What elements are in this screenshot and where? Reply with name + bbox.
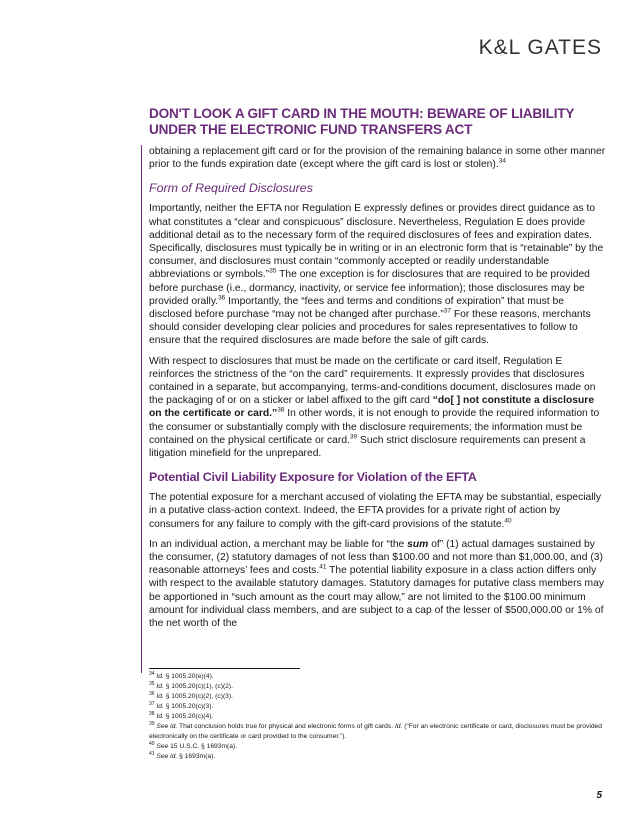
emphasis-word: sum [407, 538, 429, 550]
footnote-ref[interactable]: 36 [218, 294, 226, 302]
paragraph-text: Importantly, the “fees and terms and conditions of expiration” that must be disclosed before purchase “may not be changed after purchase.” [149, 295, 564, 321]
footnote-number: 36 [149, 690, 155, 697]
footnote-37 [149, 702, 607, 712]
footnote-signal: Id. [156, 673, 164, 680]
footnote-40 [149, 742, 607, 752]
paragraph-text: Such strict disclosure requirements can present a litigation minefield for the unprepared. [149, 434, 586, 460]
paragraph [149, 491, 607, 531]
footnote-number: 41 [149, 750, 155, 757]
paragraph [149, 538, 607, 630]
footnote-ref[interactable]: 38 [277, 407, 285, 415]
footnote-38 [149, 712, 607, 722]
left-accent-rule [141, 145, 142, 673]
footnote-text: 15 U.S.C. § 1693m(a). [168, 743, 238, 750]
footnote-text: § 1005.20(e)(4). [163, 673, 214, 680]
footnote-ref[interactable]: 34 [498, 157, 506, 165]
page-title: DON'T LOOK A GIFT CARD IN THE MOUTH: BEWARE OF LIABILITY UNDER THE ELECTRONIC FUND TRANSFERS ACT [149, 106, 574, 137]
footnote-number: 37 [149, 700, 155, 707]
intro-text: obtaining a replacement gift card or for the provision of the remaining balance in some other manner prior to the funds expiration date (except where the gift card is lost or stolen). [149, 146, 606, 171]
paragraph-text: The one exception is for disclosures that are required to be provided before purchase (i.e., dormancy, inactivity, or service fee information); those disclosures may be provided orally. [149, 269, 590, 307]
paragraph [149, 355, 607, 461]
footnote-signal: Id. [156, 713, 164, 720]
footnote-divider [149, 668, 300, 669]
paragraph-text: The potential exposure for a merchant accused of violating the EFTA may be substantial, especially in a putative class-action context. Indeed, the EFTA provides for a private right of action by consumers for any failure to comply with the gift-card provisions of the statute. [149, 492, 601, 530]
footnote-41 [149, 752, 607, 762]
paragraph-text: Importantly, neither the EFTA nor Regulation E expressly defines or provides direct guidance as to what constitutes a “clear and conspicuous” disclosure. Nevertheless, Regulation E does provide additional detail as to the necessary form of the required disclosures of fees and expiration dates. Specifically, disclosures must typically be in writing or in an electronic form that is “retainable” by the consumer, and disclosures must contain “commonly accepted or readily understandable abbreviations or symbols.” [149, 203, 604, 281]
paragraph-text: of” (1) actual damages sustained by the consumer, (2) statutory damages of not less than $100.00 and not more than $1,000.00, and (3) reasonable attorneys’ fees and costs. [149, 538, 603, 577]
section-heading-form-of-disclosures: Form of Required Disclosures [149, 181, 313, 196]
footnote-ref[interactable]: 35 [269, 268, 277, 275]
footnote-number: 39 [149, 720, 155, 727]
footnote-36 [149, 692, 607, 702]
paragraph-text: In an individual action, a merchant may be liable for “the [149, 538, 408, 550]
footnote-number: 35 [149, 680, 155, 687]
footnote-signal: Id. [156, 703, 164, 710]
footnote-34 [149, 672, 607, 682]
footnote-ref[interactable]: 40 [504, 517, 512, 525]
footnote-ref[interactable]: 39 [349, 433, 358, 441]
footnote-ref[interactable]: 37 [443, 307, 452, 315]
footnote-number: 34 [149, 670, 155, 677]
footnote-number: 40 [149, 740, 155, 747]
footnote-ref[interactable]: 41 [319, 563, 327, 571]
footnote-number: 38 [149, 710, 155, 717]
paragraph-text: The potential liability exposure in a class action differs only with respect to the available statutory damages. Statutory damages for putative class members may be apportioned in “such amount as the court may allow,” are not limited to the $100.00 minimum amount for individual class members, and are subject to a cap of the lesser of $500,000.00 or 1% of the net worth of the [149, 565, 604, 630]
footnote-signal: Id. [394, 723, 403, 730]
footnote-text: § 1005.20(c)(3). [163, 703, 214, 710]
footnote-signal: Id. [156, 683, 164, 690]
footnote-signal: See id. [156, 723, 178, 730]
main-body [149, 145, 607, 637]
footnote-text: § 1693m(a). [177, 753, 216, 760]
footnote-signal: Id. [156, 693, 164, 700]
bold-quote: “do[ ] not constitute a disclosure on the certificate or card.” [149, 395, 595, 420]
firm-logo: K&L GATES [478, 36, 602, 59]
footnote-text: § 1005.20(c)(2), (c)(3). [163, 693, 233, 700]
section-heading-civil-liability: Potential Civil Liability Exposure for Violation of the EFTA [149, 470, 477, 485]
footnotes [149, 672, 607, 762]
footnote-signal: See [156, 743, 169, 750]
footnote-text: § 1005.20(c)(4). [163, 713, 214, 720]
footnote-text: § 1005.20(c)(1), (c)(2). [163, 683, 233, 690]
footnote-text: (“For an electronic certificate or card, disclosures must be provided electronically on the certificate or card provided to the consumer.”). [149, 723, 602, 740]
paragraph-text: For these reasons, merchants should consider developing clear policies and procedures for sales representatives to follow to ensure that the required disclosures are made before the sale of gift cards. [149, 309, 591, 347]
paragraph [149, 202, 607, 347]
footnote-text: That conclusion holds true for physical and electronic forms of gift cards. [177, 723, 395, 730]
footnote-signal: See id. [156, 753, 178, 760]
paragraph-text: In other words, it is not enough to provide the required information to the consumer or substantially comply with the disclosure requirements; the information must be contained on the physical certificate or card. [149, 408, 600, 446]
footnote-35 [149, 682, 607, 692]
intro-paragraph [149, 145, 607, 171]
page-number: 5 [596, 790, 602, 801]
footnote-39 [149, 722, 607, 742]
paragraph-text: With respect to disclosures that must be made on the certificate or card itself, Regulation E reinforces the strictness of the “on the card” requirements. It expressly provides that disclosures contained in a separate, but accompanying, terms-and-conditions document, disclosures made on the packaging of or on a sticker or label affixed to the gift card [149, 355, 596, 407]
